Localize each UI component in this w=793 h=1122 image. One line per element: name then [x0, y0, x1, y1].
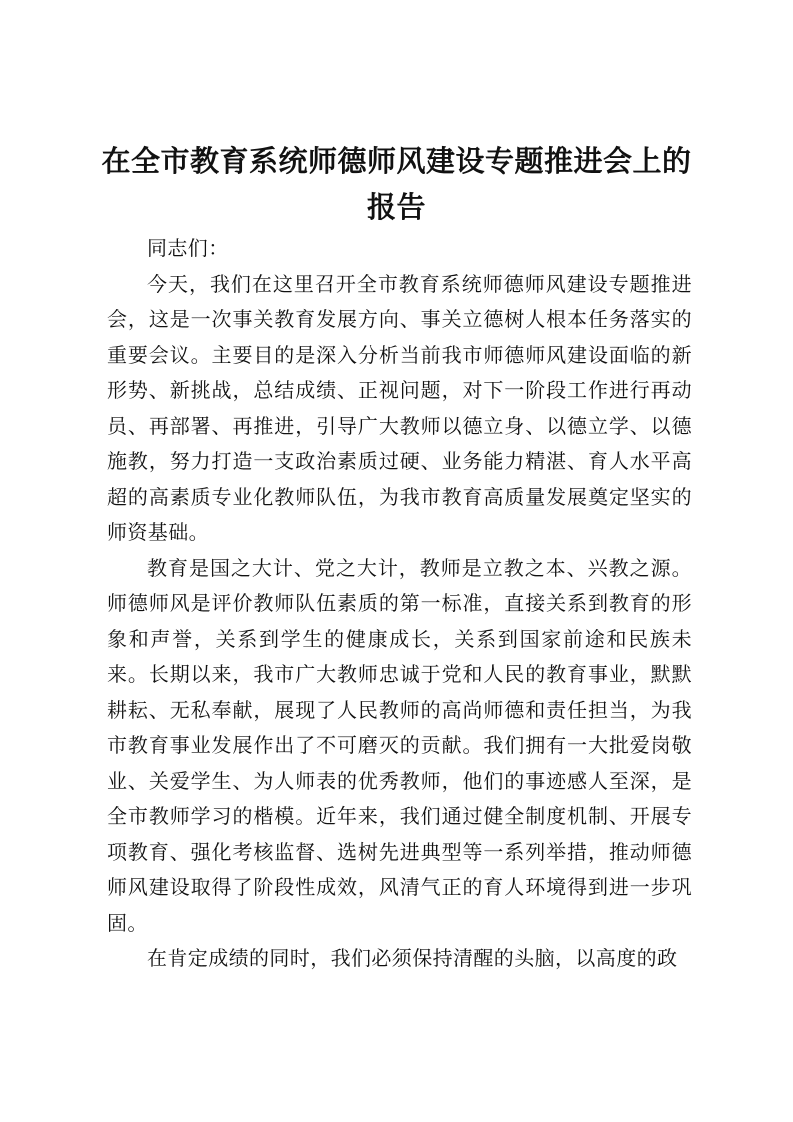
paragraph-3: 在肯定成绩的同时，我们必须保持清醒的头脑，以高度的政: [147, 946, 678, 970]
paragraph-2: 教育是国之大计、党之大计，教师是立教之本、兴教之源。师德师风是评价教师队伍素质的第一标准，直接关系到教育的形象和声誉，关系到学生的健康成长，关系到国家前途和民族未来。长期以来，我市广大教师忠诚于党和人民的教育事业，默默耕耘、无私奉献，展现了人民教师的高尚师德和责任担当，为我市教育事业发展作出了不可磨灭的贡献。我们拥有一大批爱岗敬业、关爱学生、为人师表的优秀教师，他们的事迹感人至深，是全市教师学习的楷模。近年来，我们通过健全制度机制、开展专项教育、强化考核监督、选树先进典型等一系列举措，推动师德师风建设取得了阶段性成效，风清气正的育人环境得到进一步巩固。: [107, 555, 692, 935]
salutation: 同志们：: [147, 236, 229, 260]
document-title: 在全市教育系统师德师风建设专题推进会上的报告: [101, 144, 692, 224]
document-body: [107, 231, 692, 977]
paragraph-1: 今天，我们在这里召开全市教育系统师德师风建设专题推进会，这是一次事关教育发展方向、事关立德树人根本任务落实的重要会议。主要目的是深入分析当前我市师德师风建设面临的新形势、新挑战，总结成绩、正视问题，对下一阶段工作进行再动员、再部署、再推进，引导广大教师以德立身、以德立学、以德施教，努力打造一支政治素质过硬、业务能力精湛、育人水平高超的高素质专业化教师队伍，为我市教育高质量发展奠定坚实的师资基础。: [107, 271, 692, 544]
